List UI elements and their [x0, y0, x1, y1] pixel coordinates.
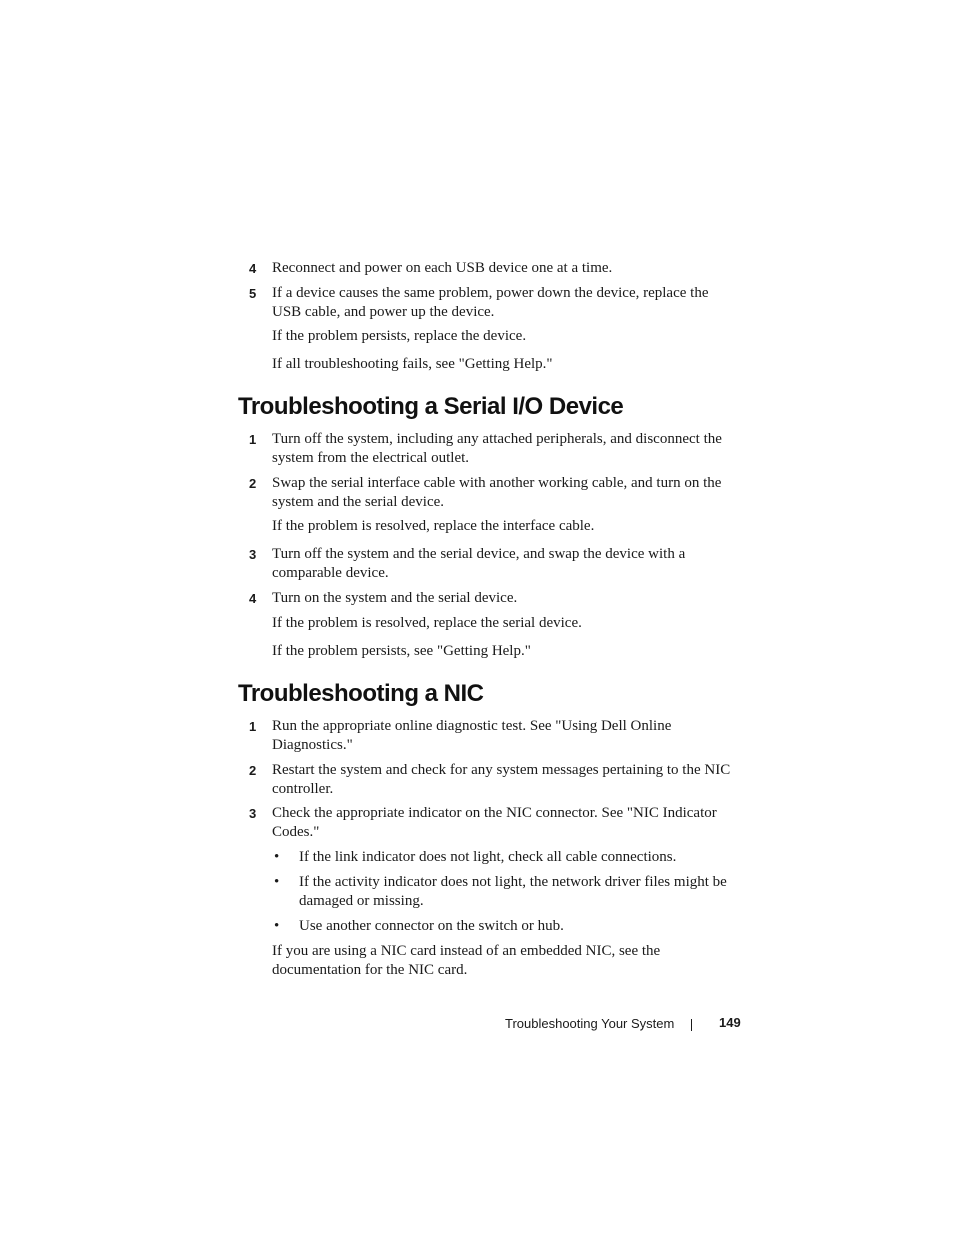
bullet-text: Use another connector on the switch or hub.	[299, 918, 564, 934]
serial-note-device: If the problem is resolved, replace the serial device.	[272, 615, 582, 631]
footer-chapter-title: Troubleshooting Your System	[505, 1016, 675, 1031]
bullet-icon: •	[274, 918, 280, 934]
serial-note-help: If the problem persists, see "Getting Help."	[272, 643, 531, 659]
step-number: 1	[249, 719, 257, 734]
step-number: 5	[249, 286, 257, 301]
step-text: Swap the serial interface cable with another working cable, and turn on the system and the serial device.	[272, 475, 722, 510]
step-number: 4	[249, 261, 257, 276]
footer-separator	[691, 1019, 692, 1031]
bullet-text: If the activity indicator does not light, the network driver files might be damaged or missing.	[299, 874, 727, 909]
step-text: Turn on the system and the serial device.	[272, 590, 518, 606]
step-text: Turn off the system, including any attached peripherals, and disconnect the system from the electrical outlet.	[272, 431, 722, 466]
step-text: If a device causes the same problem, power down the device, replace the USB cable, and power up the device.	[272, 285, 709, 320]
nic-note-card: If you are using a NIC card instead of an embedded NIC, see the documentation for the NIC card.	[272, 943, 661, 978]
bullet-icon: •	[274, 849, 280, 865]
step-text: Run the appropriate online diagnostic test. See "Using Dell Online Diagnostics."	[272, 718, 672, 753]
serial-section-heading: Troubleshooting a Serial I/O Device	[238, 393, 624, 420]
step-number: 1	[249, 432, 257, 447]
step-number: 2	[249, 476, 257, 491]
bullet-icon: •	[274, 874, 280, 890]
step-number: 3	[249, 806, 257, 821]
step-text: Restart the system and check for any system messages pertaining to the NIC controller.	[272, 762, 731, 797]
usb-note-persists: If the problem persists, replace the device.	[272, 328, 527, 344]
step-number: 3	[249, 547, 257, 562]
serial-note-cable: If the problem is resolved, replace the interface cable.	[272, 518, 595, 534]
page-number: 149	[719, 1015, 741, 1030]
step-text: Turn off the system and the serial device, and swap the device with a comparable device.	[272, 546, 686, 581]
step-number: 4	[249, 591, 257, 606]
step-number: 2	[249, 763, 257, 778]
usb-note-fails: If all troubleshooting fails, see "Getting Help."	[272, 356, 553, 372]
step-text: Check the appropriate indicator on the NIC connector. See "NIC Indicator Codes."	[272, 805, 717, 840]
bullet-text: If the link indicator does not light, check all cable connections.	[299, 849, 677, 865]
step-text: Reconnect and power on each USB device one at a time.	[272, 260, 613, 276]
nic-section-heading: Troubleshooting a NIC	[238, 680, 484, 707]
